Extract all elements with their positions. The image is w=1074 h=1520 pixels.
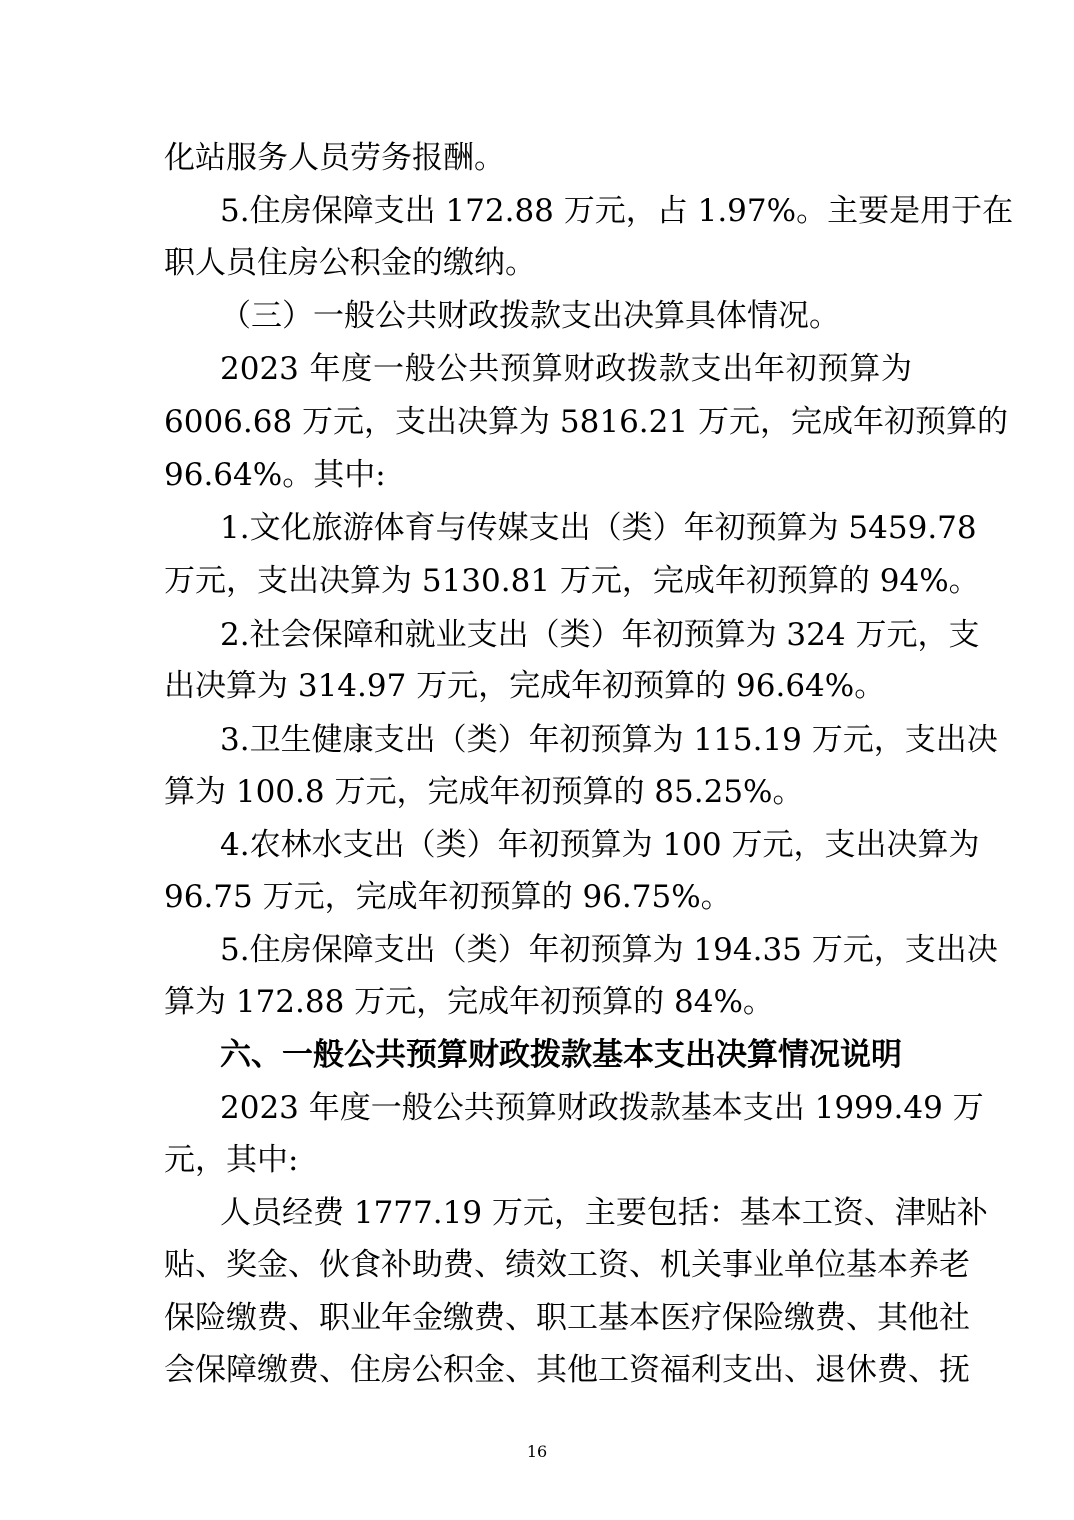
text-line: 2.社会保障和就业支出（类）年初预算为 324 万元，支	[220, 617, 980, 653]
text-line: 96.64%。其中:	[164, 457, 386, 493]
section-heading: （三）一般公共财政拨款支出决算具体情况。	[220, 298, 840, 334]
text-line: 万元，支出决算为 5130.81 万元，完成年初预算的 94%。	[164, 563, 980, 599]
text-line: 职人员住房公积金的缴纳。	[164, 245, 536, 281]
section-heading: 六、一般公共预算财政拨款基本支出决算情况说明	[220, 1037, 902, 1073]
text-line: 96.75 万元，完成年初预算的 96.75%。	[164, 879, 732, 915]
text-line: 1.文化旅游体育与传媒支出（类）年初预算为 5459.78	[220, 510, 977, 546]
text-line: 5.住房保障支出（类）年初预算为 194.35 万元，支出决	[220, 932, 998, 968]
text-line: 保险缴费、职业年金缴费、职工基本医疗保险缴费、其他社	[164, 1300, 970, 1336]
text-line: 元，其中:	[164, 1142, 299, 1178]
text-line: 2023 年度一般公共预算财政拨款支出年初预算为	[220, 351, 912, 387]
text-line: 6006.68 万元，支出决算为 5816.21 万元，完成年初预算的	[164, 404, 1008, 440]
text-line: 4.农林水支出（类）年初预算为 100 万元，支出决算为	[220, 827, 980, 863]
text-line: 会保障缴费、住房公积金、其他工资福利支出、退休费、抚	[164, 1352, 970, 1388]
text-line: 算为 172.88 万元，完成年初预算的 84%。	[164, 984, 774, 1020]
text-line: 化站服务人员劳务报酬。	[164, 140, 505, 176]
page-number: 16	[526, 1442, 548, 1461]
text-line: 人员经费 1777.19 万元，主要包括：基本工资、津贴补	[220, 1195, 988, 1231]
text-line: 算为 100.8 万元，完成年初预算的 85.25%。	[164, 774, 804, 810]
text-line: 3.卫生健康支出（类）年初预算为 115.19 万元，支出决	[220, 722, 998, 758]
text-line: 贴、奖金、伙食补助费、绩效工资、机关事业单位基本养老	[164, 1247, 970, 1283]
text-line: 出决算为 314.97 万元，完成年初预算的 96.64%。	[164, 668, 886, 704]
text-line: 2023 年度一般公共预算财政拨款基本支出 1999.49 万	[220, 1090, 984, 1126]
text-line: 5.住房保障支出 172.88 万元，占 1.97%。主要是用于在	[220, 193, 1014, 229]
